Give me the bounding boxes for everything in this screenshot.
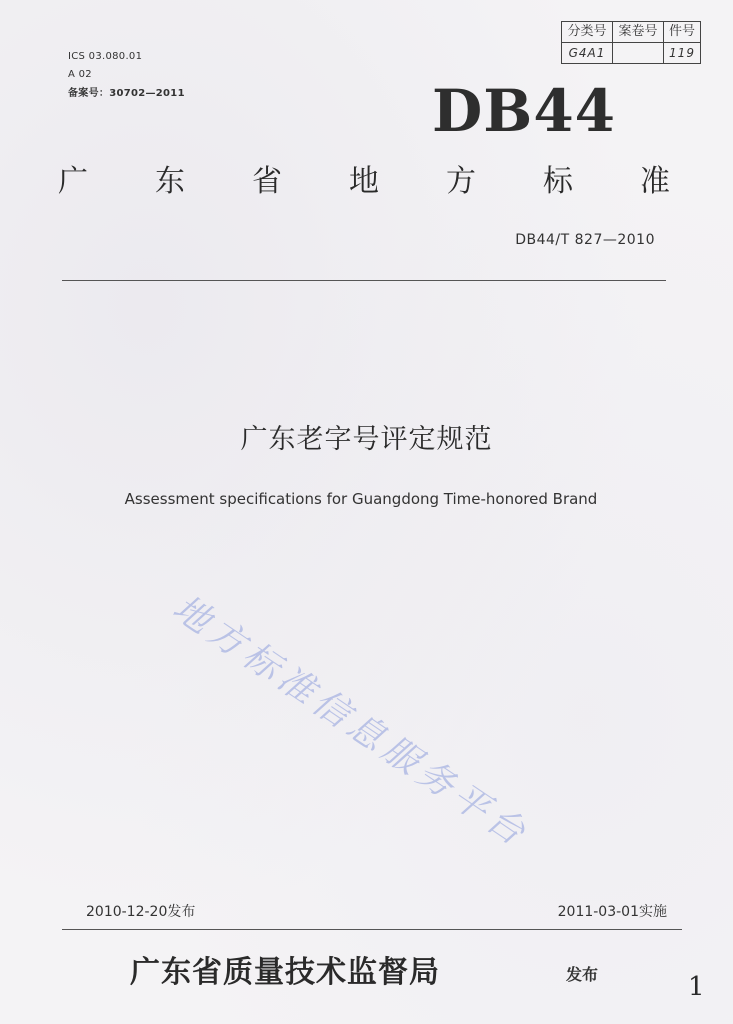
- stamp-value-file: [613, 43, 664, 64]
- standard-type-char: 地: [349, 164, 379, 199]
- header-divider: [62, 280, 666, 281]
- stamp-header-item: 件号: [664, 22, 701, 43]
- standard-type-char: 准: [640, 164, 670, 199]
- footer-divider: [62, 929, 682, 930]
- issue-action: 发布: [566, 965, 599, 984]
- standard-type-char: 广: [58, 164, 88, 199]
- record-number: 备案号：30702—2011: [68, 88, 185, 99]
- standard-number: DB44/T 827—2010: [515, 232, 655, 248]
- stamp-header-category: 分类号: [562, 22, 613, 43]
- issuing-authority: 广东省质量技术监督局: [130, 955, 440, 990]
- stamp-value-item: 119: [664, 43, 701, 64]
- classification-code: A 02: [68, 69, 92, 80]
- standard-type-heading: [58, 160, 670, 204]
- ics-code: ICS 03.080.01: [68, 51, 143, 62]
- standard-type-char: 东: [155, 164, 185, 199]
- standard-type-char: 标: [543, 164, 573, 199]
- standard-type-char: 方: [446, 164, 476, 199]
- document-title-english: Assessment specifications for Guangdong Time-honored Brand: [124, 490, 598, 508]
- standard-code-logo: DB44: [432, 77, 617, 145]
- implementation-date: 2011-03-01实施: [557, 904, 667, 920]
- issue-date: 2010-12-20发布: [86, 904, 196, 920]
- watermark: 地方标准信息服务平台: [165, 587, 537, 857]
- stamp-value-category: G4A1: [562, 43, 613, 64]
- standard-type-char: 省: [252, 164, 282, 199]
- archive-stamp: [561, 21, 701, 64]
- stamp-header-file: 案卷号: [613, 22, 664, 43]
- page-number: 1: [688, 972, 705, 1002]
- document-title-chinese: 广东老字号评定规范: [240, 424, 493, 455]
